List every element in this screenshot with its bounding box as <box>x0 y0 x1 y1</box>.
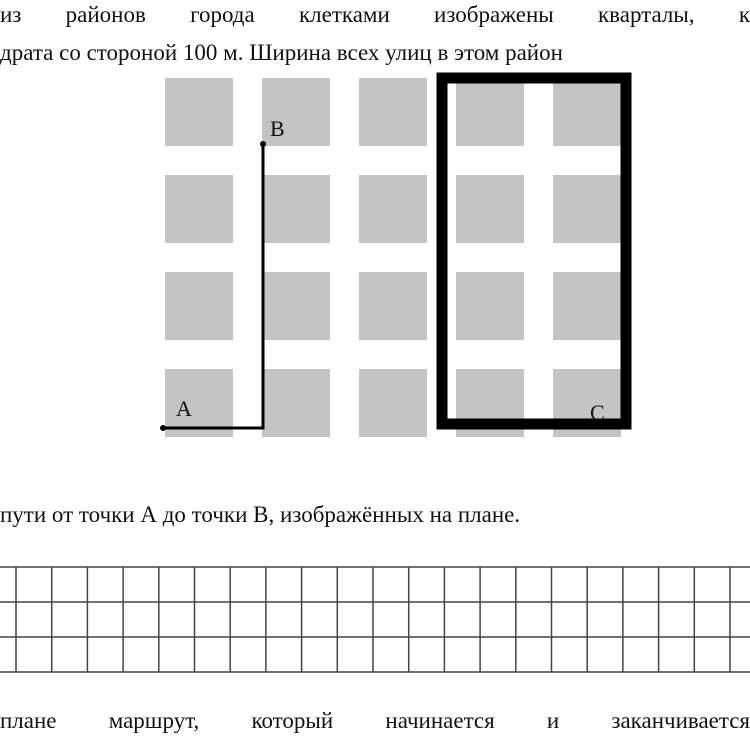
point-c-marker <box>618 423 624 429</box>
city-block <box>553 78 621 146</box>
point-b-label: В <box>270 116 285 141</box>
text-line-4: плане маршрут, который начинается и заканчивается <box>0 708 750 733</box>
point-c-label: С <box>590 400 605 425</box>
text-line-2: драта со стороной 100 м. Ширина всех улиц в этом район <box>0 40 563 65</box>
city-block <box>359 78 427 146</box>
answer-grid <box>0 565 750 673</box>
city-blocks <box>165 78 621 437</box>
point-a-marker <box>160 425 166 431</box>
city-block <box>262 369 330 437</box>
city-block <box>165 175 233 243</box>
city-block <box>165 272 233 340</box>
city-block <box>553 175 621 243</box>
city-block <box>456 78 524 146</box>
city-block <box>359 369 427 437</box>
point-b-marker <box>260 141 266 147</box>
text-line-1: из районов города клетками изображены кварталы, к <box>0 2 750 27</box>
text-line-3: пути от точки А до точки В, изображённых на плане. <box>0 502 521 527</box>
city-block <box>456 175 524 243</box>
city-block <box>359 272 427 340</box>
city-block <box>359 175 427 243</box>
city-block <box>262 175 330 243</box>
city-block <box>553 272 621 340</box>
city-block <box>456 272 524 340</box>
city-block <box>262 272 330 340</box>
city-block <box>165 78 233 146</box>
point-a-label: А <box>176 396 192 421</box>
